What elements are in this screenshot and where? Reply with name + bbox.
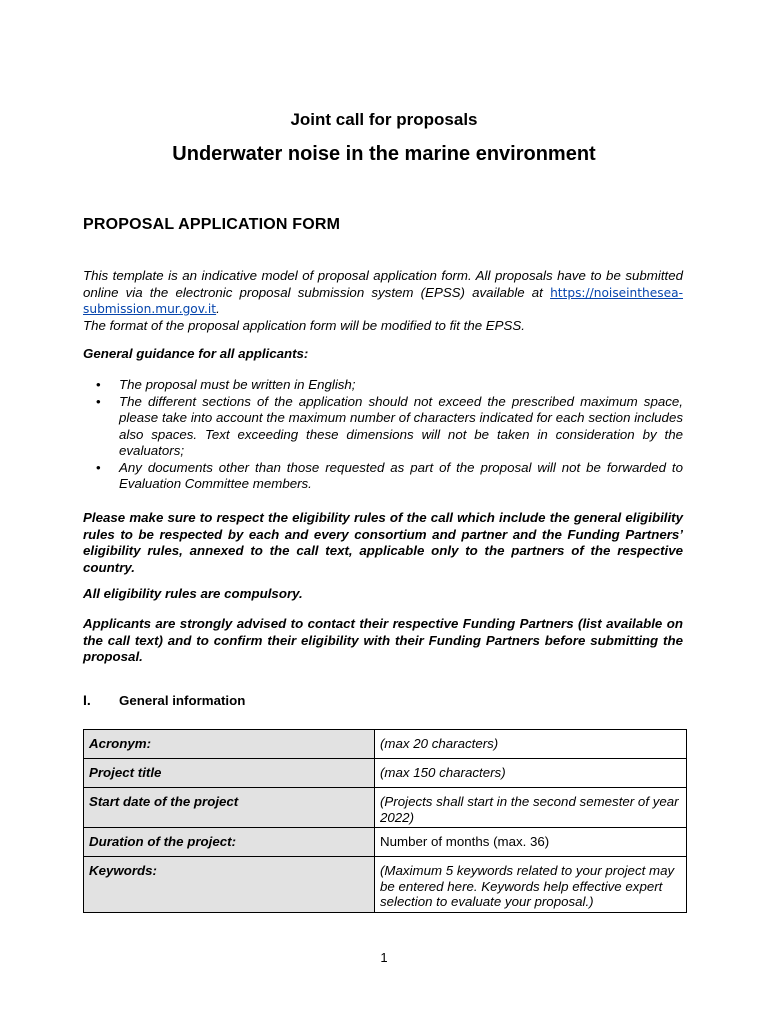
document-subtitle: Underwater noise in the marine environment (172, 143, 596, 165)
intro-text: This template is an indicative model of proposal application form. All proposals have to be submitted online via the electronic proposal submission system (EPSS) available at (83, 268, 683, 300)
general-info-table (83, 729, 687, 913)
section-heading (83, 692, 245, 708)
list-item-text: Any documents other than those requested as part of the proposal will not be forwarded to Evaluation Committee members. (119, 459, 683, 491)
bullet-icon: • (96, 377, 101, 392)
table-row (84, 788, 687, 828)
eligibility-note: Please make sure to respect the eligibility rules of the call which include the general eligibility rules to be respected by each and every consortium and partner and the Funding Partners’ eligibility rules, annexed to the call text, applicable only to the partners of the respective country. (83, 510, 683, 575)
duration-label: Duration of the project: (84, 828, 375, 857)
table-row (84, 759, 687, 788)
section-title: General information (119, 693, 246, 708)
compulsory-note: All eligibility rules are compulsory. (83, 586, 303, 601)
project-title-field[interactable]: (max 150 characters) (375, 759, 687, 788)
bullet-icon: • (96, 393, 101, 409)
guidance-heading: General guidance for all applicants: (83, 346, 309, 361)
keywords-field[interactable]: (Maximum 5 keywords related to your project may be entered here. Keywords help effective expert selection to evaluate your proposal.) (375, 857, 687, 913)
list-item (83, 377, 683, 394)
call-title: Joint call for proposals (290, 110, 478, 129)
project-title-label: Project title (84, 759, 375, 788)
table-row (84, 857, 687, 913)
table-row (84, 828, 687, 857)
form-title: PROPOSAL APPLICATION FORM (83, 216, 341, 233)
bullet-icon: • (96, 459, 101, 475)
table-row (84, 730, 687, 759)
acronym-label: Acronym: (84, 730, 375, 759)
guidance-list (83, 377, 683, 493)
format-note: The format of the proposal application form will be modified to fit the EPSS. (83, 317, 525, 333)
intro-paragraph (83, 268, 683, 334)
link-suffix: . (216, 301, 220, 316)
list-item (83, 460, 683, 493)
start-date-field[interactable]: (Projects shall start in the second semester of year 2022) (375, 788, 687, 828)
start-date-label: Start date of the project (84, 788, 375, 828)
section-number: I. (83, 692, 91, 708)
list-item-text: The different sections of the application should not exceed the prescribed maximum space, please take into account the maximum number of characters indicated for each section includes also spaces. Text exceeding these dimensions will not be taken in consideration by the evaluators; (119, 393, 683, 458)
list-item (83, 394, 683, 460)
advice-note: Applicants are strongly advised to contact their respective Funding Partners (list available on the call text) and to confirm their eligibility with their Funding Partners before submitting the proposal. (83, 616, 683, 664)
keywords-label: Keywords: (84, 857, 375, 913)
epss-link[interactable]: https://noiseinthesea-submission.mur.gov.it (83, 285, 683, 316)
page-number: 1 (380, 950, 388, 965)
duration-field[interactable]: Number of months (max. 36) (375, 828, 687, 857)
list-item-text: The proposal must be written in English; (119, 377, 356, 392)
acronym-field[interactable]: (max 20 characters) (375, 730, 687, 759)
